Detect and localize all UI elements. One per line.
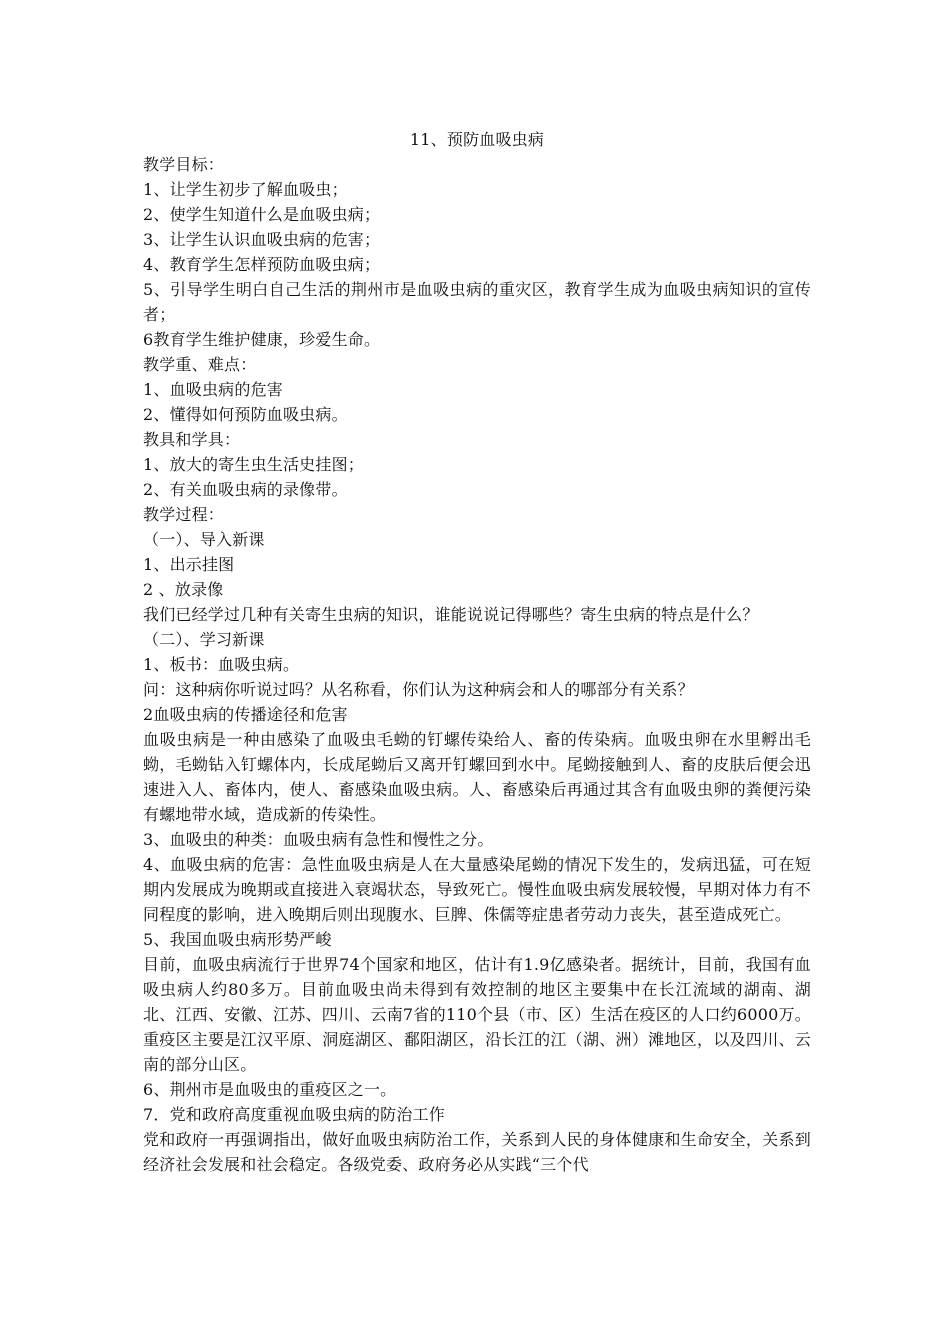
- text-line: 1、出示挂图: [143, 555, 235, 574]
- text-line: 2血吸虫病的传播途径和危害: [143, 705, 348, 724]
- paragraph: 目前，血吸虫病流行于世界74个国家和地区，估计有1.9亿感染者。据统计，目前，我国有血吸虫病人约80多万。目前血吸虫尚未得到有效控制的地区主要集中在长江流域的湖南、湖北、江西、安徽、江苏、四川、云南7省的110个县（市、区）生活在疫区的人口约6000万。重疫区主要是江汉平原、洞庭湖区、鄱阳湖区，沿长江的江（湖、洲）滩地区，以及四川、云南的部分山区。: [143, 955, 811, 1074]
- text-line: 1、血吸虫病的危害: [143, 380, 283, 399]
- text-line: 6教育学生维护健康，珍爱生命。: [143, 330, 381, 349]
- paragraph: 血吸虫病是一种由感染了血吸虫毛蚴的钉螺传染给人、畜的传染病。血吸虫卵在水里孵出毛蚴，毛蚴钻入钉螺体内，长成尾蚴后又离开钉螺回到水中。尾蚴接触到人、畜的皮肤后便会迅速进入人、畜体内，使人、畜感染血吸虫病。人、畜感染后再通过其含有血吸虫卵的粪便污染有螺地带水域，造成新的传染性。: [143, 730, 811, 824]
- text-line: 7．党和政府高度重视血吸虫病的防治工作: [143, 1105, 445, 1124]
- paragraph: 4、血吸虫病的危害：急性血吸虫病是人在大量感染尾蚴的情况下发生的，发病迅猛，可在短期内发展成为晚期或直接进入衰竭状态，导致死亡。慢性血吸虫病发展较慢，早期对体力有不同程度的影响，进入晚期后则出现腹水、巨脾、侏儒等症患者劳动力丧失，甚至造成死亡。: [143, 855, 811, 924]
- paragraph: 党和政府一再强调指出，做好血吸虫病防治工作，关系到人民的身体健康和生命安全，关系到经济社会发展和社会稳定。各级党委、政府务必从实践“三个代: [143, 1130, 811, 1174]
- paragraph: 问：这种病你听说过吗？从名称看，你们认为这种病会和人的哪部分有关系？: [143, 680, 694, 699]
- text-line: 2、使学生知道什么是血吸虫病；: [143, 205, 381, 224]
- text-line: 6、荆州市是血吸虫的重疫区之一。: [143, 1080, 397, 1099]
- paragraph: 我们已经学过几种有关寄生虫病的知识，谁能说说记得哪些？寄生虫病的特点是什么？: [143, 605, 759, 624]
- text-line: 1、放大的寄生虫生活史挂图；: [143, 455, 364, 474]
- paragraph: 5、引导学生明白自己生活的荆州市是血吸虫病的重灾区，教育学生成为血吸虫病知识的宣传者；: [143, 280, 811, 324]
- text-line: （一）、导入新课: [143, 530, 265, 549]
- text-line: 2、有关血吸虫病的录像带。: [143, 480, 348, 499]
- section-heading: 教学过程：: [143, 505, 225, 524]
- text-line: 1、让学生初步了解血吸虫；: [143, 180, 348, 199]
- text-line: 3、血吸虫的种类：血吸虫病有急性和慢性之分。: [143, 830, 494, 849]
- text-line: 4、教育学生怎样预防血吸虫病；: [143, 255, 381, 274]
- section-heading: 教学重、难点：: [143, 355, 257, 374]
- text-line: 5、我国血吸虫病形势严峻: [143, 930, 332, 949]
- section-heading: 教具和学具：: [143, 430, 241, 449]
- document-page: [143, 127, 811, 1177]
- text-line: 3、让学生认识血吸虫病的危害；: [143, 230, 381, 249]
- text-line: 2 、放录像: [143, 580, 224, 599]
- text-line: （二）、学习新课: [143, 630, 265, 649]
- text-line: 教学目标：: [143, 155, 225, 174]
- document-title: 11、预防血吸虫病: [409, 130, 545, 149]
- text-line: 2、懂得如何预防血吸虫病。: [143, 405, 348, 424]
- text-line: 1、板书：血吸虫病。: [143, 655, 300, 674]
